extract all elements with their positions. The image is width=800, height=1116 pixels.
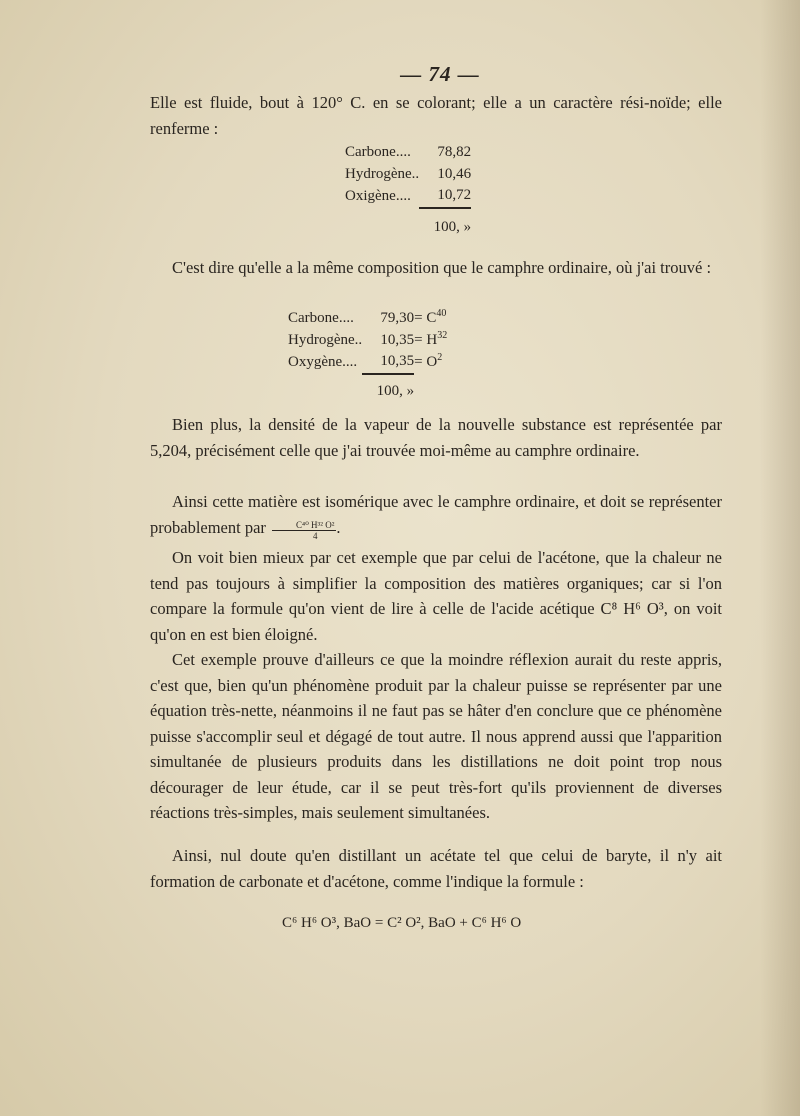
paragraph-2 bbox=[150, 255, 722, 281]
element-label: Carbone.... bbox=[345, 144, 411, 160]
page-number: — 74 — bbox=[400, 62, 480, 86]
paragraph-5 bbox=[150, 545, 722, 647]
element-value: 79,30 bbox=[380, 310, 415, 326]
paragraph-4 bbox=[150, 489, 722, 541]
element-formula: = $H^{32}$ bbox=[414, 329, 448, 348]
element-label: Oxigène.... bbox=[345, 187, 411, 204]
table-row bbox=[345, 185, 471, 208]
table-row bbox=[288, 330, 447, 352]
table-row bbox=[288, 351, 447, 374]
element-value: 10,35 bbox=[380, 353, 415, 369]
chemical-equation: C⁶ H⁶ O³, BaO = C² O², BaO + C⁶ H⁶ O bbox=[282, 915, 522, 931]
paragraph-3-text: Bien plus, la densité de la vapeur de la nouvelle substance est représentée par 5,204, précisément celle que j'ai trouvée moi-même au camphre ordinaire. bbox=[150, 415, 722, 460]
table-total: 100, » bbox=[362, 374, 414, 403]
element-formula: = $O^2$ bbox=[414, 351, 443, 370]
composition-table-1 bbox=[345, 142, 471, 238]
paragraph-3 bbox=[150, 412, 722, 463]
table-row bbox=[345, 164, 471, 186]
page-edge-shadow bbox=[760, 0, 800, 1116]
paragraph-7 bbox=[150, 843, 722, 894]
table-total: 100, » bbox=[419, 208, 471, 239]
paragraph-7-text: Ainsi, nul doute qu'en distillant un acétate tel que celui de baryte, il n'y ait formation de carbonate et d'acétone, comme l'indique la formule : bbox=[150, 846, 722, 891]
element-value: 10,35 bbox=[380, 331, 415, 348]
element-value: 10,46 bbox=[437, 165, 472, 182]
element-label: Oxygène.... bbox=[288, 353, 358, 370]
paragraph-6 bbox=[150, 647, 722, 826]
table-total-row bbox=[288, 374, 447, 403]
paragraph-2-text: C'est dire qu'elle a la même composition que le camphre ordinaire, où j'ai trouvé : bbox=[172, 258, 712, 277]
element-label: Hydrogène.. bbox=[345, 165, 420, 182]
table-row bbox=[288, 308, 447, 330]
paragraph-1 bbox=[150, 90, 722, 141]
paragraph-6-text: Cet exemple prouve d'ailleurs ce que la moindre réflexion aurait du reste appris, c'est que, bien qu'un phénomène produit par la chaleur puisse se représenter par une équation très-nette, néanmoins il ne faut pas se hâter d'en conclure que ce phénomène puisse s'accomplir seul et dégagé de tout autre. Il nous apprend aussi que l'apparition simultanée de plusieurs produits dans les distillations ne doit point trop nous décourager de leur étude, car il se peut très-fort qu'ils proviennent de diverses réactions très-simples, mais seulement simultanées. bbox=[150, 650, 722, 822]
element-label: Carbone.... bbox=[288, 310, 354, 326]
element-value: 78,82 bbox=[437, 144, 472, 160]
table-total-row bbox=[345, 208, 471, 239]
paragraph-1-text: Elle est fluide, bout à 120° C. en se colorant; elle a un caractère rési-noïde; elle renferme : bbox=[150, 93, 722, 138]
table-row bbox=[345, 142, 471, 164]
element-formula: = $C^{40}$ bbox=[414, 308, 447, 326]
formula-fraction: $\frac{\text{C⁴⁰ H³² O²}}{4}$ bbox=[272, 520, 336, 541]
composition-table-2 bbox=[288, 308, 447, 402]
paragraph-4-text: Ainsi cette matière est isomérique avec le camphre ordinaire, et doit se représenter probablement par $\frac{\text{C⁴⁰ H³² O²}}{4}$ . bbox=[150, 492, 722, 541]
element-value: 10,72 bbox=[437, 187, 472, 203]
paragraph-5-text: On voit bien mieux par cet exemple que par celui de l'acétone, que la chaleur ne tend pas toujours à simplifier la composition des matières organiques; car si l'on compare la formule qu'on vient de lire à celle de l'acide acétique C⁸ H⁶ O³, on voit qu'on en est bien éloigné. bbox=[150, 548, 722, 644]
element-label: Hydrogène.. bbox=[288, 331, 363, 348]
